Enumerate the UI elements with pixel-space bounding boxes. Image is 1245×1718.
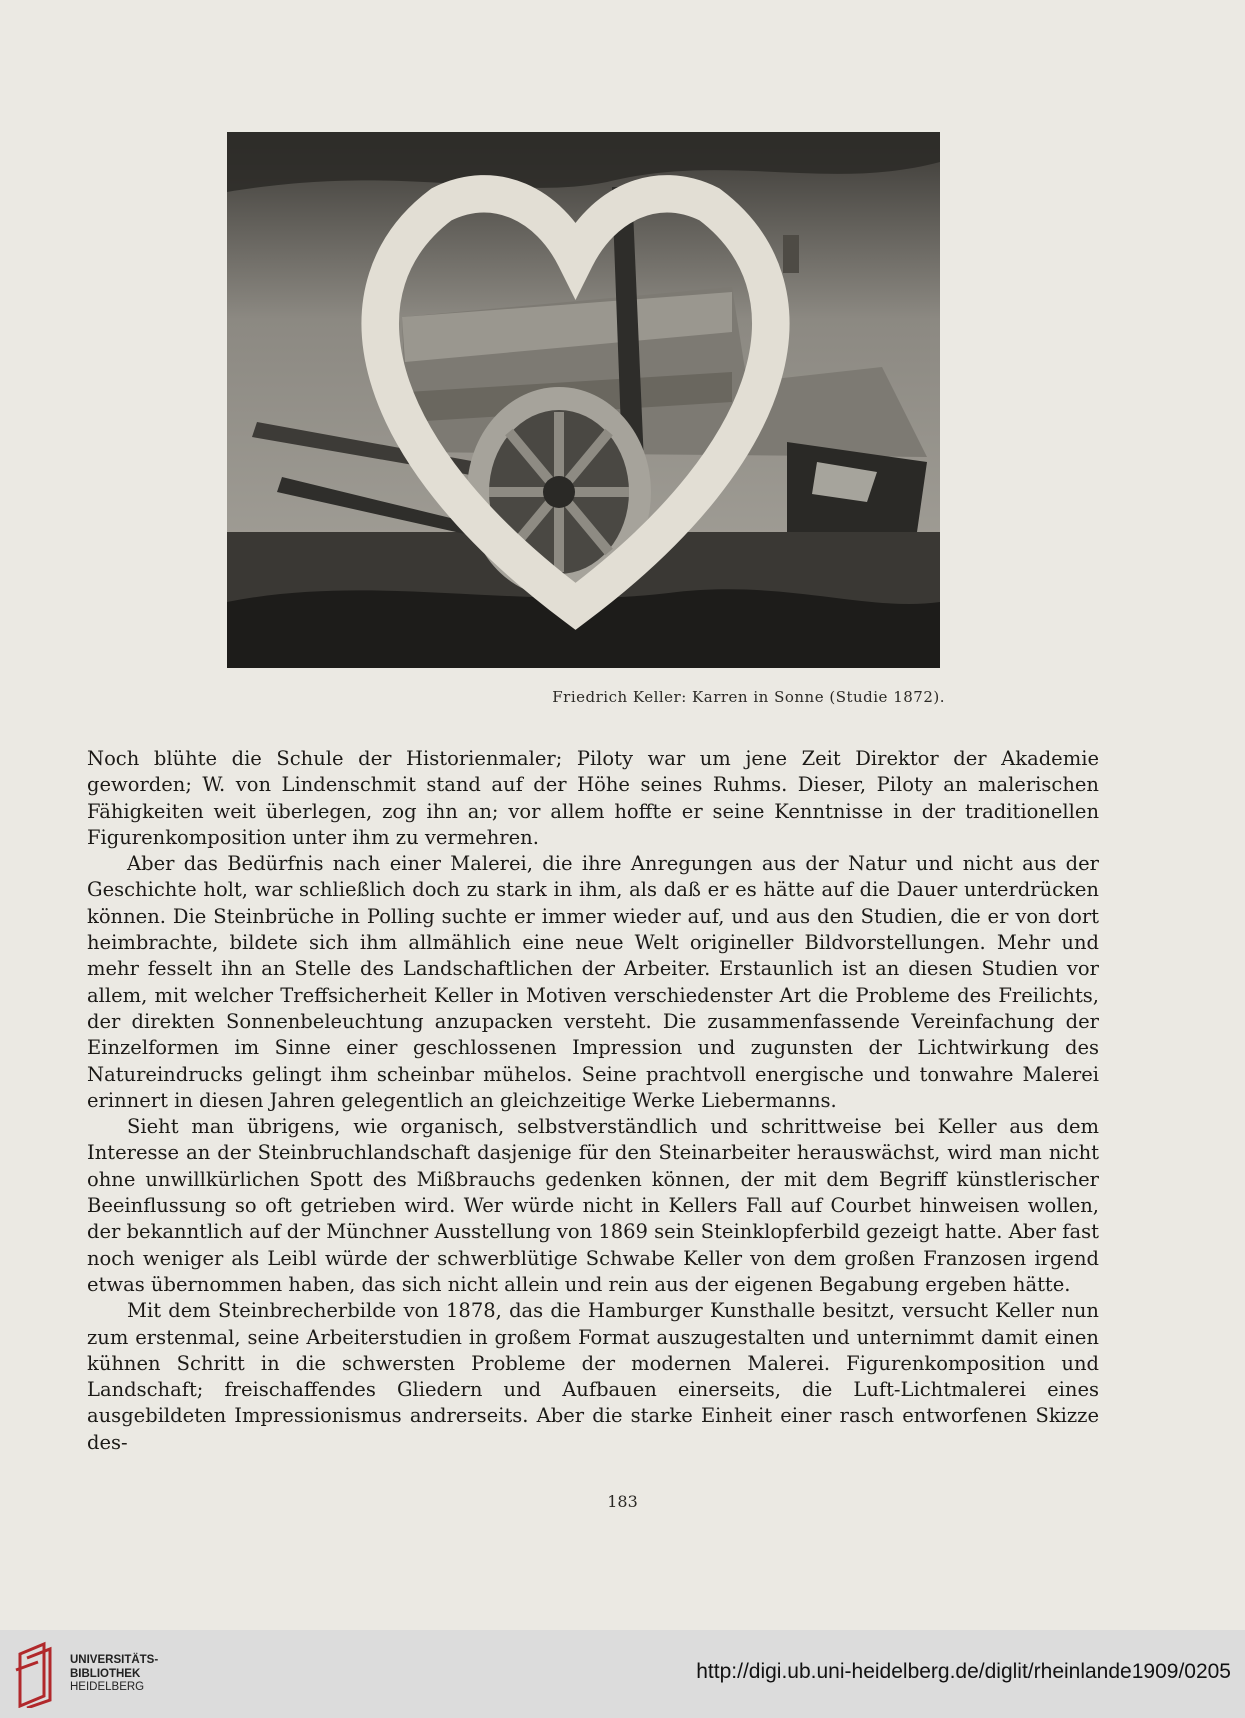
library-name-line2: BIBLIOTHEK (70, 1667, 141, 1680)
library-name-line3: HEIDELBERG (70, 1681, 145, 1693)
library-name (70, 1654, 158, 1695)
painting-plate (227, 132, 940, 668)
library-logo-icon[interactable] (14, 1640, 58, 1708)
page-number: 183 (607, 1492, 638, 1511)
paragraph-1: Noch blühte die Schule der Historienmaler; Piloty war um jene Zeit Direktor der Akademie geworden; W. von Lindenschmit stand auf der Höhe seines Ruhms. Dieser, Piloty an malerischen Fähigkeiten weit überlegen, zog ihn an; vor allem hoffte er seine Kenntnisse in der traditionellen Figurenkomposition unter ihm zu vermehren. (87, 747, 1099, 849)
library-name-line1: UNIVERSITÄTS- (70, 1654, 159, 1666)
plate-monogram-icon (227, 132, 932, 660)
paragraph-3: Sieht man übrigens, wie organisch, selbstverständlich und schrittweise bei Keller aus dem Interesse an der Steinbruchlandschaft dasjenige für den Steinarbeiter herauswächst, wird man nicht ohne unwillkürlichen Spott des Mißbrauchs gedenken können, der mit dem Begriff künstlerischer Beeinflussung so oft getrieben wird. Wer würde nicht in Kellers Fall auf Courbet hinweisen wollen, der bekanntlich auf der Münchner Ausstellung von 1869 sein Steinklopferbild gezeigt hatte. Aber fast noch weniger als Leibl würde der schwerblütige Schwabe Keller von dem großen Franzosen irgend etwas übernommen haben, das sich nicht allein und rein aus der eigenen Begabung ergeben hätte. (87, 1115, 1099, 1296)
paragraph-2: Aber das Bedürfnis nach einer Malerei, die ihre Anregungen aus der Natur und nicht aus der Geschichte holt, war schließlich doch zu stark in ihm, als daß er es hätte auf die Dauer unterdrücken können. Die Steinbrüche in Polling suchte er immer wieder auf, und aus den Studien, die er von dort heimbrachte, bildete sich ihm allmählich eine neue Welt origineller Bildvorstellungen. Mehr und mehr fesselt ihn an Stelle des Landschaftlichen der Arbeiter. Erstaunlich ist an diesen Studien vor allem, mit welcher Treffsicherheit Keller in Motiven verschiedenster Art die Probleme des Freilichts, der direkten Sonnenbeleuchtung anzupacken versteht. Die zusammenfassende Vereinfachung der Einzelformen im Sinne einer geschlossenen Impression und zugunsten der Lichtwirkung des Natureindrucks gelingt ihm scheinbar mühelos. Seine prachtvoll energische und tonwahre Malerei erinnert in diesen Jahren gelegentlich an gleichzeitige Werke Liebermanns. (87, 852, 1099, 1112)
body-text (87, 746, 1099, 1456)
paragraph-4: Mit dem Steinbrecherbilde von 1878, das die Hamburger Kunsthalle besitzt, versucht Keller nun zum erstenmal, seine Arbeiterstudien in großem Format auszugestalten und unternimmt damit einen kühnen Schritt in die schwersten Probleme der modernen Malerei. Figurenkomposition und Landschaft; freischaffendes Gliedern und Aufbauen einerseits, die Luft-Lichtmalerei eines ausgebildeten Impressionismus andrerseits. Aber die starke Einheit einer rasch entworfenen Skizze des- (87, 1299, 1099, 1454)
digitization-footer (0, 1630, 1245, 1718)
permalink-url[interactable]: http://digi.ub.uni-heidelberg.de/diglit/rheinlande1909/0205 (696, 1660, 1231, 1683)
plate-caption: Friedrich Keller: Karren in Sonne (Studie 1872). (552, 688, 945, 706)
